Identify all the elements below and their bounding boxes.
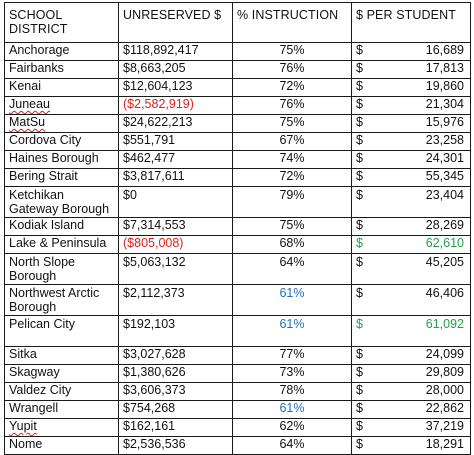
table-row: [5, 43, 471, 61]
instruction-cell: 62%: [233, 419, 352, 437]
unreserved-cell: $8,663,205: [119, 61, 233, 79]
district-name-line1: North Slope: [9, 255, 76, 269]
per-student-cell: [352, 437, 471, 455]
per-student-value: 23,258: [425, 133, 464, 147]
instruction-cell: 64%: [233, 437, 352, 455]
currency-symbol: $: [356, 151, 363, 165]
unreserved-cell: $2,536,536: [119, 437, 233, 455]
per-student-value: 22,862: [425, 401, 464, 415]
instruction-cell: 73%: [233, 365, 352, 383]
instruction-cell-low: 61%: [233, 316, 352, 347]
district-cell: Haines Borough: [5, 151, 119, 169]
per-student-value: 18,291: [425, 437, 464, 451]
table-row: [5, 115, 471, 133]
per-student-cell: [352, 61, 471, 79]
currency-symbol: $: [356, 218, 363, 232]
currency-symbol: $: [356, 365, 363, 379]
per-student-value: 15,976: [425, 115, 464, 129]
currency-symbol: $: [356, 43, 363, 57]
district-cell: Skagway: [5, 365, 119, 383]
table-row: [5, 401, 471, 419]
table-row: [5, 347, 471, 365]
instruction-cell: 75%: [233, 115, 352, 133]
per-student-cell: [352, 133, 471, 151]
currency-symbol: $: [356, 383, 363, 397]
per-student-cell: [352, 365, 471, 383]
table-row: [5, 218, 471, 236]
instruction-cell: 76%: [233, 97, 352, 115]
district-cell: Cordova City: [5, 133, 119, 151]
district-cell: Pelican City: [5, 316, 119, 347]
per-student-value: 23,404: [425, 188, 464, 202]
district-name-line2: Borough: [9, 269, 57, 283]
district-cell: Lake & Peninsula: [5, 236, 119, 254]
district-cell: [5, 419, 119, 437]
instruction-cell: 77%: [233, 347, 352, 365]
per-student-cell: [352, 401, 471, 419]
table-row: [5, 97, 471, 115]
district-name-line1: Northwest Arctic: [9, 286, 100, 300]
unreserved-cell: $2,112,373: [119, 285, 233, 316]
per-student-cell: [352, 169, 471, 187]
table-row: [5, 61, 471, 79]
district-cell: Valdez City: [5, 383, 119, 401]
district-cell: [5, 115, 119, 133]
unreserved-cell: $462,477: [119, 151, 233, 169]
district-name-spellcheck: Yupit: [9, 419, 37, 433]
per-student-value: 24,099: [425, 347, 464, 361]
currency-symbol: $: [356, 61, 363, 75]
unreserved-cell: $24,622,213: [119, 115, 233, 133]
table-row: [5, 79, 471, 97]
table-row: [5, 187, 471, 218]
per-student-cell: [352, 285, 471, 316]
district-cell: Kenai: [5, 79, 119, 97]
currency-symbol: $: [356, 188, 363, 202]
table-row: [5, 316, 471, 347]
district-name-spellcheck: MatSu: [9, 115, 46, 129]
district-cell: [5, 285, 119, 316]
district-cell: Kodiak Island: [5, 218, 119, 236]
instruction-cell: 74%: [233, 151, 352, 169]
district-name-spellcheck: Juneau: [9, 97, 51, 111]
instruction-cell: 72%: [233, 79, 352, 97]
per-student-value: 19,860: [425, 79, 464, 93]
header-row: [5, 3, 471, 43]
currency-symbol: $: [356, 286, 363, 300]
district-name-line1: Ketchikan: [9, 188, 64, 202]
per-student-value: 28,269: [425, 218, 464, 232]
unreserved-cell-negative: ($805,008): [119, 236, 233, 254]
instruction-cell: 79%: [233, 187, 352, 218]
per-student-value: 45,205: [425, 255, 464, 269]
unreserved-cell: $118,892,417: [119, 43, 233, 61]
per-student-cell: [352, 187, 471, 218]
per-student-cell: [352, 218, 471, 236]
table-row: [5, 365, 471, 383]
table-row: [5, 236, 471, 254]
unreserved-cell: $754,268: [119, 401, 233, 419]
per-student-value: 55,345: [425, 169, 464, 183]
unreserved-cell: $3,606,373: [119, 383, 233, 401]
currency-symbol: $: [356, 236, 363, 250]
header-instruction-percent: % INSTRUCTION: [233, 3, 352, 43]
table-row: [5, 419, 471, 437]
instruction-cell: 75%: [233, 43, 352, 61]
unreserved-cell-negative: ($2,582,919): [119, 97, 233, 115]
unreserved-cell: $5,063,132: [119, 254, 233, 285]
district-cell: Nome: [5, 437, 119, 455]
header-school-district: SCHOOL DISTRICT: [5, 3, 119, 43]
instruction-cell-low: 61%: [233, 285, 352, 316]
per-student-value: 28,000: [425, 383, 464, 397]
unreserved-cell: $0: [119, 187, 233, 218]
district-cell: Anchorage: [5, 43, 119, 61]
per-student-cell: [352, 79, 471, 97]
district-cell: Fairbanks: [5, 61, 119, 79]
currency-symbol: $: [356, 115, 363, 129]
currency-symbol: $: [356, 347, 363, 361]
per-student-cell: [352, 347, 471, 365]
per-student-cell-highlight: [352, 316, 471, 347]
per-student-cell: [352, 254, 471, 285]
per-student-value: 16,689: [425, 43, 464, 57]
per-student-value: 46,406: [425, 286, 464, 300]
unreserved-cell: $162,161: [119, 419, 233, 437]
table-row: [5, 254, 471, 285]
district-cell: [5, 187, 119, 218]
instruction-cell: 64%: [233, 254, 352, 285]
instruction-cell: 68%: [233, 236, 352, 254]
currency-symbol: $: [356, 255, 363, 269]
district-cell: Bering Strait: [5, 169, 119, 187]
header-unreserved: UNRESERVED $: [119, 3, 233, 43]
district-cell: [5, 254, 119, 285]
per-student-value: 61,092: [425, 317, 464, 331]
district-cell: Wrangell: [5, 401, 119, 419]
per-student-cell: [352, 115, 471, 133]
unreserved-cell: $3,027,628: [119, 347, 233, 365]
currency-symbol: $: [356, 97, 363, 111]
table-row: [5, 151, 471, 169]
per-student-value: 24,301: [425, 151, 464, 165]
table-row: [5, 285, 471, 316]
unreserved-cell: $12,604,123: [119, 79, 233, 97]
district-name-line2: Borough: [9, 300, 57, 314]
table-row: [5, 169, 471, 187]
instruction-cell-low: 61%: [233, 401, 352, 419]
instruction-cell: 76%: [233, 61, 352, 79]
instruction-cell: 72%: [233, 169, 352, 187]
district-cell: Sitka: [5, 347, 119, 365]
currency-symbol: $: [356, 133, 363, 147]
currency-symbol: $: [356, 437, 363, 451]
per-student-cell: [352, 97, 471, 115]
instruction-cell: 67%: [233, 133, 352, 151]
currency-symbol: $: [356, 419, 363, 433]
table-row: [5, 437, 471, 455]
district-name-line2: Gateway Borough: [9, 202, 110, 216]
per-student-value: 17,813: [425, 61, 464, 75]
unreserved-cell: $551,791: [119, 133, 233, 151]
per-student-cell: [352, 383, 471, 401]
unreserved-cell: $1,380,626: [119, 365, 233, 383]
currency-symbol: $: [356, 317, 363, 331]
per-student-value: 29,809: [425, 365, 464, 379]
instruction-cell: 78%: [233, 383, 352, 401]
header-per-student: $ PER STUDENT: [352, 3, 471, 43]
currency-symbol: $: [356, 79, 363, 93]
per-student-value: 62,610: [425, 236, 464, 250]
per-student-cell: [352, 43, 471, 61]
unreserved-cell: $7,314,553: [119, 218, 233, 236]
per-student-cell: [352, 151, 471, 169]
per-student-value: 37,219: [425, 419, 464, 433]
currency-symbol: $: [356, 169, 363, 183]
per-student-cell: [352, 419, 471, 437]
district-cell: [5, 97, 119, 115]
unreserved-cell: $3,817,611: [119, 169, 233, 187]
unreserved-cell: $192,103: [119, 316, 233, 347]
table-row: [5, 383, 471, 401]
school-district-table: [4, 2, 471, 455]
per-student-value: 21,304: [425, 97, 464, 111]
table-row: [5, 133, 471, 151]
instruction-cell: 75%: [233, 218, 352, 236]
per-student-cell-highlight: [352, 236, 471, 254]
currency-symbol: $: [356, 401, 363, 415]
